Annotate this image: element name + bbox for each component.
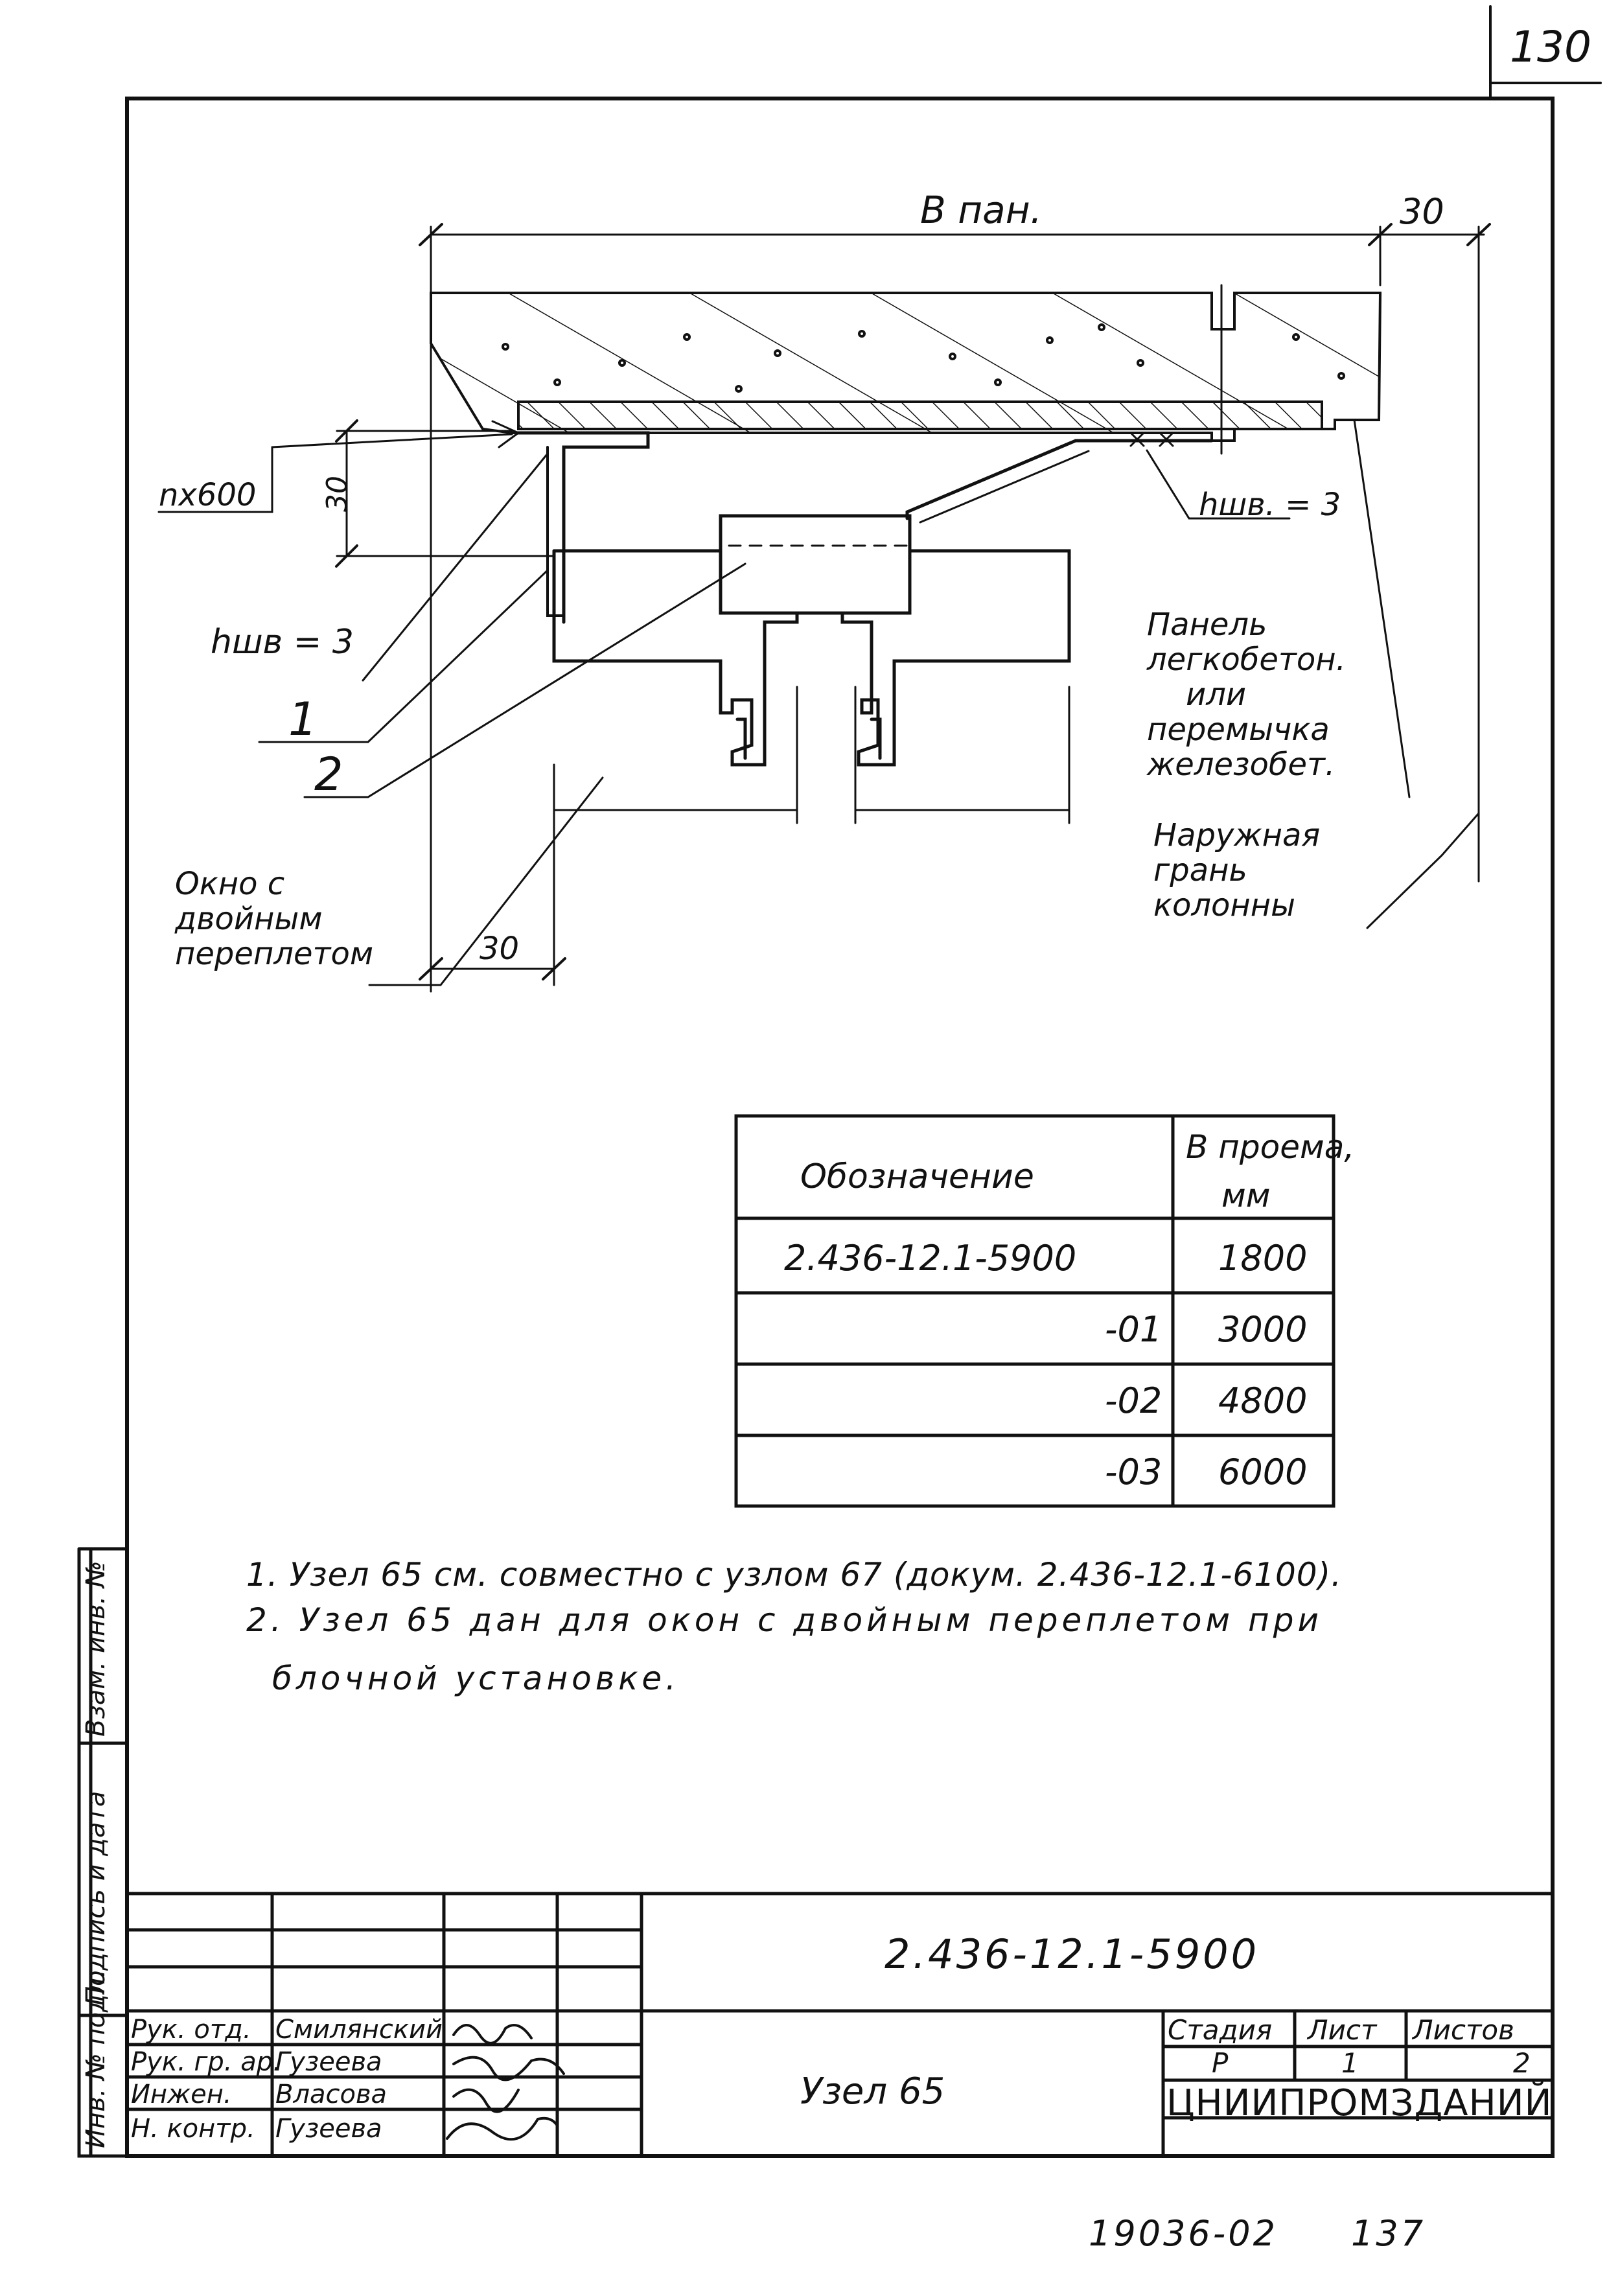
signature-scribbles: [447, 2025, 564, 2139]
table-row-designation: 2.436-12.1-5900: [784, 1238, 1077, 1279]
element-2-box: [721, 516, 910, 613]
window-note: Окно с двойным переплетом: [175, 866, 374, 972]
staff-name: Смилянский: [275, 2015, 443, 2045]
steel-plate: [515, 433, 648, 622]
table-header-unit: мм: [1221, 1177, 1271, 1214]
staff-role: Инжен.: [131, 2080, 232, 2109]
note-2-cont: блочной установке.: [272, 1660, 680, 1697]
staff-name: Власова: [275, 2080, 387, 2109]
note-2: 2. Узел 65 дан для окон с двойным переплетом при: [246, 1601, 1323, 1639]
doc-code: 2.436-12.1-5900: [884, 1931, 1260, 1978]
sheet-label: Лист: [1308, 2014, 1377, 2046]
sheet-value: 1: [1341, 2047, 1359, 2079]
table-row-value: 4800: [1218, 1380, 1308, 1421]
side-stamp-replace: Взам. инв. №: [81, 1560, 111, 1737]
sheets-label: Листов: [1413, 2014, 1514, 2046]
side-stamp-sign: Подпись и дата: [81, 1791, 111, 2006]
weld-right-label: hшв. = 3: [1199, 487, 1341, 523]
weld-left-label: hшв = 3: [211, 623, 354, 662]
footer-code: 19036-02: [1089, 2213, 1278, 2254]
dim-nx600-label: nx600: [159, 477, 257, 513]
stage-label: Стадия: [1168, 2014, 1273, 2046]
table-header-opening: B проема,: [1186, 1128, 1355, 1166]
dim-30-bottom-label: 30: [480, 931, 520, 967]
sheets-value: 2: [1513, 2047, 1531, 2079]
dim-30-left-label: 30: [321, 476, 354, 512]
table-row-designation: -03: [1105, 1452, 1162, 1492]
side-stamp-inv: Инв. № подл.: [81, 1969, 111, 2148]
staff-name: Гузеева: [275, 2114, 382, 2144]
table-row-value: 3000: [1218, 1309, 1308, 1350]
drawing-title: Узел 65: [800, 2070, 945, 2113]
organization: ЦНИИПРОМЗДАНИЙ: [1166, 2082, 1553, 2124]
concrete-panel: [431, 293, 1380, 441]
note-1: 1. Узел 65 см. совместно с узлом 67 (докум. 2.436-12.1-6100).: [246, 1556, 1343, 1594]
table-row-value: 6000: [1218, 1452, 1308, 1492]
dim-30-top-label: 30: [1400, 191, 1444, 232]
staff-role: Н. контр.: [131, 2114, 255, 2144]
footer-page: 137: [1351, 2213, 1426, 2254]
callout-2: 2: [314, 748, 343, 801]
dim-b-label: B пан.: [920, 188, 1043, 232]
staff-role: Рук. гр. ар.: [131, 2047, 281, 2077]
callout-1: 1: [288, 693, 318, 746]
facade-note: Наружная грань колонны: [1153, 817, 1321, 923]
staff-name: Гузеева: [275, 2047, 382, 2077]
panel-note: Панель легкобетон. или перемычка железобет.: [1147, 607, 1346, 783]
table-header-designation: Обозначение: [800, 1157, 1034, 1196]
window-frame: [554, 551, 1069, 765]
table-row-value: 1800: [1218, 1238, 1308, 1279]
page-number: 130: [1510, 22, 1591, 72]
table-row-designation: -01: [1105, 1309, 1162, 1350]
stage-value: Р: [1212, 2047, 1229, 2079]
staff-role: Рук. отд.: [131, 2015, 251, 2045]
table-row-designation: -02: [1105, 1380, 1162, 1421]
